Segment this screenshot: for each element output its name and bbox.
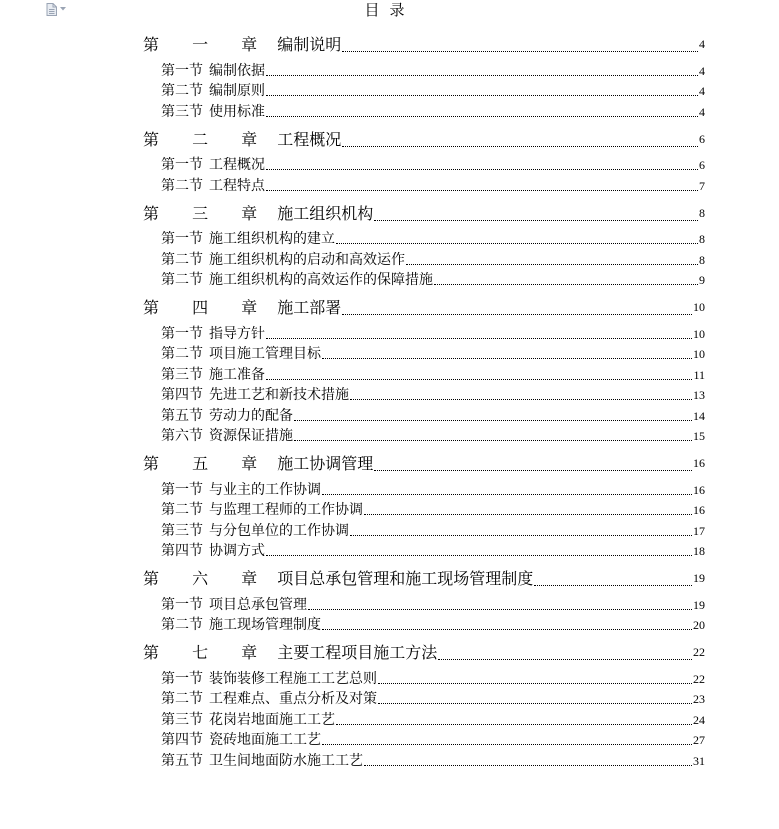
section-title: 协调方式 (209, 543, 265, 559)
section-number: 第一节 (161, 62, 203, 79)
dot-leader (308, 609, 692, 610)
page-number: 4 (699, 63, 705, 78)
dot-leader (266, 116, 698, 117)
dot-leader (266, 169, 698, 170)
page-number: 31 (693, 753, 705, 768)
section-title: 施工组织机构的高效运作的保障措施 (209, 272, 433, 288)
dot-leader (266, 95, 698, 96)
dot-leader (266, 555, 692, 556)
page-number: 8 (699, 252, 705, 267)
page-number: 19 (693, 571, 705, 585)
section-number: 第二节 (161, 502, 203, 518)
chapter-number: 第 四 章 (143, 298, 272, 317)
toc-section-entry[interactable] (143, 81, 705, 102)
chapter-number: 第 二 章 (143, 129, 272, 149)
page-number: 4 (699, 37, 705, 51)
dot-leader (350, 399, 692, 400)
dot-leader (322, 494, 692, 495)
toc-section-entry[interactable] (143, 60, 705, 81)
chapter-number: 第 五 章 (143, 454, 272, 473)
page-title: 目录 (364, 1, 415, 19)
section-title: 与监理工程师的工作协调 (209, 502, 363, 518)
dot-leader (378, 703, 692, 704)
dot-leader (342, 146, 698, 147)
page-number: 15 (693, 429, 705, 443)
toc-section-entry[interactable] (143, 344, 705, 365)
section-title: 瓷砖地面施工工艺 (209, 732, 321, 748)
page-number: 4 (699, 104, 705, 119)
section-number: 第三节 (161, 522, 203, 539)
page-number: 17 (693, 523, 705, 538)
page-number: 22 (693, 645, 705, 659)
page-number: 27 (693, 733, 705, 747)
toc-chapter-entry[interactable] (143, 448, 705, 479)
chapter-title: 施工组织机构 (277, 203, 374, 223)
section-title: 与业主的工作协调 (209, 481, 321, 498)
page-number: 8 (699, 205, 705, 220)
page-number: 14 (693, 408, 705, 423)
section-title: 编制依据 (209, 62, 265, 79)
toc-section-entry[interactable] (143, 101, 705, 122)
dot-leader (266, 338, 692, 339)
toc-section-entry[interactable] (143, 426, 705, 447)
page-number: 10 (693, 300, 705, 314)
toc-section-entry[interactable] (143, 323, 705, 344)
section-title: 装饰装修工程施工工艺总则 (209, 670, 377, 687)
toc-section-entry[interactable] (143, 229, 705, 250)
section-title: 编制原则 (209, 83, 265, 99)
section-title: 工程特点 (209, 177, 265, 194)
section-title: 指导方针 (209, 325, 265, 342)
page-number: 9 (699, 273, 705, 287)
page-number: 10 (693, 347, 705, 361)
dot-leader (364, 514, 692, 515)
dot-leader (266, 190, 698, 191)
toc-section-entry[interactable] (143, 709, 705, 730)
section-number: 第一节 (161, 325, 203, 342)
toc-section-entry[interactable] (143, 689, 705, 710)
toc-section-entry[interactable] (143, 594, 705, 615)
chapter-title: 项目总承包管理和施工现场管理制度 (277, 569, 534, 588)
dot-leader (350, 535, 692, 536)
toc-chapter-entry[interactable] (143, 637, 705, 668)
section-title: 与分包单位的工作协调 (209, 522, 349, 539)
section-title: 资源保证措施 (209, 428, 293, 444)
page-number: 6 (699, 131, 705, 146)
toc-section-entry[interactable] (143, 385, 705, 406)
toc-section-entry[interactable] (143, 155, 705, 176)
chapter-number: 第 七 章 (143, 643, 272, 662)
section-title: 劳动力的配备 (209, 407, 293, 424)
section-number: 第三节 (161, 366, 203, 383)
section-number: 第二节 (161, 691, 203, 707)
dot-leader (378, 683, 692, 684)
page-number: 16 (693, 482, 705, 497)
section-title: 施工组织机构的建立 (209, 231, 335, 247)
dot-leader (336, 724, 692, 725)
section-number: 第二节 (161, 177, 203, 194)
section-number: 第二节 (161, 251, 203, 268)
chapter-gap (143, 771, 705, 773)
section-title: 项目总承包管理 (209, 596, 307, 613)
dot-leader (322, 629, 692, 630)
chapter-title: 施工协调管理 (277, 454, 374, 473)
section-number: 第二节 (161, 83, 203, 99)
page-number: 16 (693, 456, 705, 470)
toc-chapter-entry[interactable] (143, 124, 705, 155)
section-number: 第一节 (161, 157, 203, 173)
section-number: 第三节 (161, 711, 203, 728)
section-title: 施工现场管理制度 (209, 617, 321, 633)
dot-leader (374, 470, 692, 471)
section-number: 第二节 (161, 346, 203, 362)
page-number: 10 (693, 326, 705, 341)
page-number: 23 (693, 692, 705, 706)
page-number: 22 (693, 671, 705, 686)
toc-chapter-entry[interactable] (143, 292, 705, 323)
chapter-number: 第 一 章 (143, 35, 272, 54)
dot-leader (406, 264, 698, 265)
section-title: 项目施工管理目标 (209, 346, 321, 362)
chapter-title: 工程概况 (277, 129, 342, 149)
page-number: 20 (693, 618, 705, 632)
toc-section-entry[interactable] (143, 479, 705, 500)
page-number: 19 (693, 597, 705, 612)
dot-leader (342, 314, 692, 315)
dot-leader (374, 220, 698, 221)
page-number: 24 (693, 712, 705, 727)
section-number: 第一节 (161, 481, 203, 498)
section-title: 工程难点、重点分析及对策 (209, 691, 377, 707)
section-number: 第四节 (161, 543, 203, 559)
chapter-number: 第 六 章 (143, 569, 272, 588)
toc-section-entry[interactable] (143, 520, 705, 541)
section-number: 第一节 (161, 596, 203, 613)
toc-section-entry[interactable] (143, 270, 705, 291)
toc-chapter-entry[interactable] (143, 563, 705, 594)
toc-section-entry[interactable] (143, 615, 705, 636)
section-number: 第一节 (161, 670, 203, 687)
toc-section-entry[interactable] (143, 249, 705, 270)
page-number: 16 (693, 503, 705, 517)
dot-leader (266, 379, 692, 380)
dot-leader (342, 51, 698, 52)
dot-leader (434, 284, 698, 285)
section-number: 第四节 (161, 732, 203, 748)
section-title: 先进工艺和新技术措施 (209, 387, 349, 403)
toc-chapter-entry[interactable] (143, 29, 705, 60)
section-title: 使用标准 (209, 103, 265, 120)
dot-leader (534, 585, 692, 586)
page-number: 4 (699, 84, 705, 98)
dot-leader (438, 659, 692, 660)
section-number: 第五节 (161, 752, 203, 769)
section-number: 第四节 (161, 387, 203, 403)
section-number: 第二节 (161, 272, 203, 288)
chapter-title: 编制说明 (277, 35, 342, 54)
dot-leader (364, 765, 692, 766)
dot-leader (266, 75, 698, 76)
table-of-contents (143, 29, 705, 773)
section-title: 施工准备 (209, 366, 265, 383)
dot-leader (336, 243, 698, 244)
dot-leader (294, 420, 692, 421)
section-title: 工程概况 (209, 157, 265, 173)
dot-leader (322, 358, 692, 359)
toc-section-entry[interactable] (143, 750, 705, 771)
section-number: 第六节 (161, 428, 203, 444)
toc-section-entry[interactable] (143, 500, 705, 521)
toc-section-entry[interactable] (143, 405, 705, 426)
section-number: 第三节 (161, 103, 203, 120)
toc-section-entry[interactable] (143, 175, 705, 196)
chapter-title: 主要工程项目施工方法 (277, 643, 438, 662)
toc-chapter-entry[interactable] (143, 198, 705, 229)
page-number: 7 (699, 178, 705, 193)
section-number: 第一节 (161, 231, 203, 247)
dot-leader (322, 744, 692, 745)
dot-leader (294, 440, 692, 441)
section-number: 第五节 (161, 407, 203, 424)
chapter-title: 施工部署 (277, 298, 342, 317)
page-number: 18 (693, 544, 705, 558)
page-number: 11 (693, 367, 705, 382)
page-number: 13 (693, 388, 705, 402)
chapter-number: 第 三 章 (143, 203, 272, 223)
page-number: 6 (699, 158, 705, 172)
page-number: 8 (699, 232, 705, 246)
section-title: 花岗岩地面施工工艺 (209, 711, 335, 728)
toc-section-entry[interactable] (143, 541, 705, 562)
section-number: 第二节 (161, 617, 203, 633)
toc-section-entry[interactable] (143, 730, 705, 751)
toc-section-entry[interactable] (143, 364, 705, 385)
toc-section-entry[interactable] (143, 668, 705, 689)
section-title: 施工组织机构的启动和高效运作 (209, 251, 405, 268)
section-title: 卫生间地面防水施工工艺 (209, 752, 363, 769)
